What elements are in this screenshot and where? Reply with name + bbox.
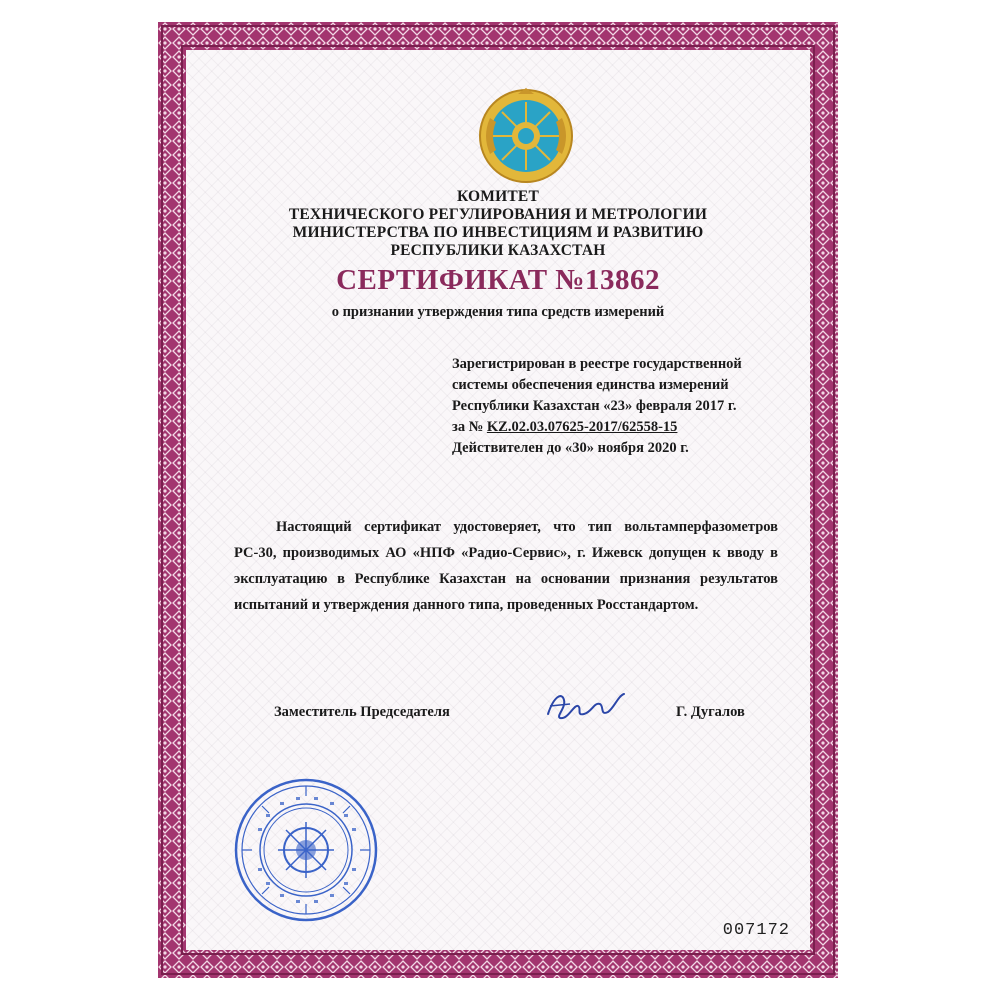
signatory-name: Г. Дугалов bbox=[676, 704, 745, 720]
certificate-title: СЕРТИФИКАТ №13862 bbox=[336, 264, 660, 296]
registration-number: KZ.02.03.07625-2017/62558-15 bbox=[486, 419, 678, 435]
kazakhstan-emblem-icon bbox=[478, 88, 574, 184]
official-seal bbox=[232, 776, 380, 924]
certificate-sheet bbox=[158, 22, 838, 978]
serial-number: 007172 bbox=[722, 921, 790, 940]
validity-line: Действителен до «30» ноября 2020 г. bbox=[452, 440, 689, 456]
certificate-statement: Настоящий сертификат удостоверяет, что тип вольтамперфазометров РС-30, производимых АО «НПФ «Радио-Сервис», г. Ижевск допущен к вводу в эксплуатацию в Республике Казахстан на основании признания результатов испытаний и утверждения данного типа, проведенных Росстандартом. bbox=[234, 519, 778, 613]
registration-number-prefix: за № bbox=[452, 419, 487, 435]
registration-line-1: Зарегистрирован в реестре государственной bbox=[452, 356, 742, 372]
signatory-role: Заместитель Председателя bbox=[274, 704, 450, 720]
committee-line-1: КОМИТЕТ bbox=[456, 188, 539, 205]
committee-line-3: МИНИСТЕРСТВА ПО ИНВЕСТИЦИЯМ И РАЗВИТИЮ bbox=[292, 224, 704, 241]
committee-line-2: ТЕХНИЧЕСКОГО РЕГУЛИРОВАНИЯ И МЕТРОЛОГИИ bbox=[288, 206, 708, 223]
registration-line-3: Республики Казахстан «23» февраля 2017 г. bbox=[452, 398, 737, 414]
committee-line-4: РЕСПУБЛИКИ КАЗАХСТАН bbox=[390, 242, 606, 259]
registration-line-2: системы обеспечения единства измерений bbox=[452, 377, 729, 393]
certificate-body bbox=[186, 50, 810, 950]
certificate-subtitle: о признании утверждения типа средств измерений bbox=[331, 304, 665, 320]
signature bbox=[540, 686, 630, 726]
registration-block bbox=[452, 354, 812, 459]
registration-line-4 bbox=[452, 417, 812, 438]
